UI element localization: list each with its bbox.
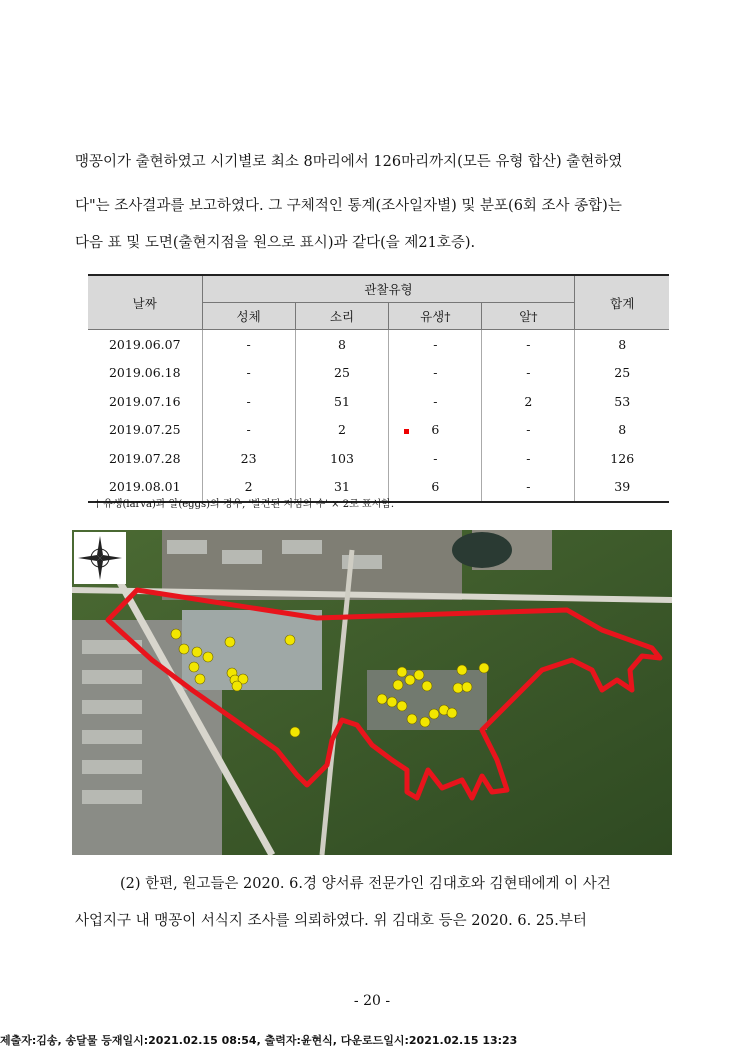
cell-sound: 25	[295, 359, 389, 388]
outro-line-2: 사업지구 내 맹꽁이 서식지 조사를 의뢰하였다. 위 김대호 등은 2020. 6. 25.부터	[75, 913, 587, 929]
cell-eggs: -	[482, 444, 575, 473]
cell-adult: -	[202, 330, 295, 359]
cell-larva: 6	[389, 473, 482, 503]
table-row	[88, 416, 669, 445]
cell-larva: 6	[389, 416, 482, 445]
total-header: 합계	[575, 275, 669, 330]
observation-type-header: 관찰유형	[202, 275, 575, 303]
observation-table	[88, 274, 669, 503]
intro-line-3: 다음 표 및 도면(출현지점을 원으로 표시)과 같다(을 제21호증).	[75, 235, 476, 251]
cell-adult: 23	[202, 444, 295, 473]
sub-header-eggs: 알†	[482, 303, 575, 330]
table-row	[88, 359, 669, 388]
cell-adult: -	[202, 387, 295, 416]
table-row	[88, 444, 669, 473]
cell-larva: -	[389, 387, 482, 416]
cell-total: 25	[575, 359, 669, 388]
cell-total: 39	[575, 473, 669, 503]
cell-eggs: -	[482, 359, 575, 388]
cell-eggs: 2	[482, 387, 575, 416]
sub-header-adult: 성체	[202, 303, 295, 330]
intro-line-1: 맹꽁이가 출현하였고 시기별로 최소 8마리에서 126마리까지(모든 유형 합산) 출현하였	[75, 154, 623, 170]
date-header: 날짜	[88, 275, 202, 330]
cell-sound: 2	[295, 416, 389, 445]
page-number: - 20 -	[353, 993, 391, 1009]
cell-sound: 103	[295, 444, 389, 473]
sub-header-larva: 유생†	[389, 303, 482, 330]
table-row	[88, 387, 669, 416]
cell-adult: -	[202, 416, 295, 445]
outro-line-1: (2) 한편, 원고들은 2020. 6.경 양서류 전문가인 김대호와 김현태에게 이 사건	[120, 876, 611, 892]
cell-total: 126	[575, 444, 669, 473]
cell-eggs: -	[482, 330, 575, 359]
cell-date: 2019.07.25	[88, 416, 202, 445]
cell-date: 2019.07.28	[88, 444, 202, 473]
cell-sound: 8	[295, 330, 389, 359]
cell-eggs: -	[482, 473, 575, 503]
cell-total: 8	[575, 416, 669, 445]
cell-adult: -	[202, 359, 295, 388]
submission-footer: 제출자:김송, 송달물 등재일시:2021.02.15 08:54, 출력자:윤현식, 다운로드일시:2021.02.15 13:23	[0, 1034, 518, 1047]
cell-larva: -	[389, 330, 482, 359]
habitat-map	[72, 530, 672, 855]
cell-sound: 31	[295, 473, 389, 503]
cell-sound: 51	[295, 387, 389, 416]
compass-icon	[74, 532, 126, 584]
cell-date: 2019.08.01	[88, 473, 202, 503]
cell-eggs: -	[482, 416, 575, 445]
cell-total: 8	[575, 330, 669, 359]
cell-total: 53	[575, 387, 669, 416]
cell-larva: -	[389, 444, 482, 473]
cell-larva: -	[389, 359, 482, 388]
intro-line-2: 다"는 조사결과를 보고하였다. 그 구체적인 통계(조사일자별) 및 분포(6회 조사 종합)는	[75, 198, 622, 214]
cell-date: 2019.06.18	[88, 359, 202, 388]
cell-date: 2019.07.16	[88, 387, 202, 416]
cell-adult: 2	[202, 473, 295, 503]
sub-header-sound: 소리	[295, 303, 389, 330]
table-row	[88, 330, 669, 359]
pond	[452, 532, 512, 568]
cell-date: 2019.06.07	[88, 330, 202, 359]
table-footnote: † 유생(larva)과 알(eggs)의 경우, '발견된 지점의 수' × 2로 표시함.	[95, 499, 395, 510]
red-marker	[404, 429, 409, 434]
